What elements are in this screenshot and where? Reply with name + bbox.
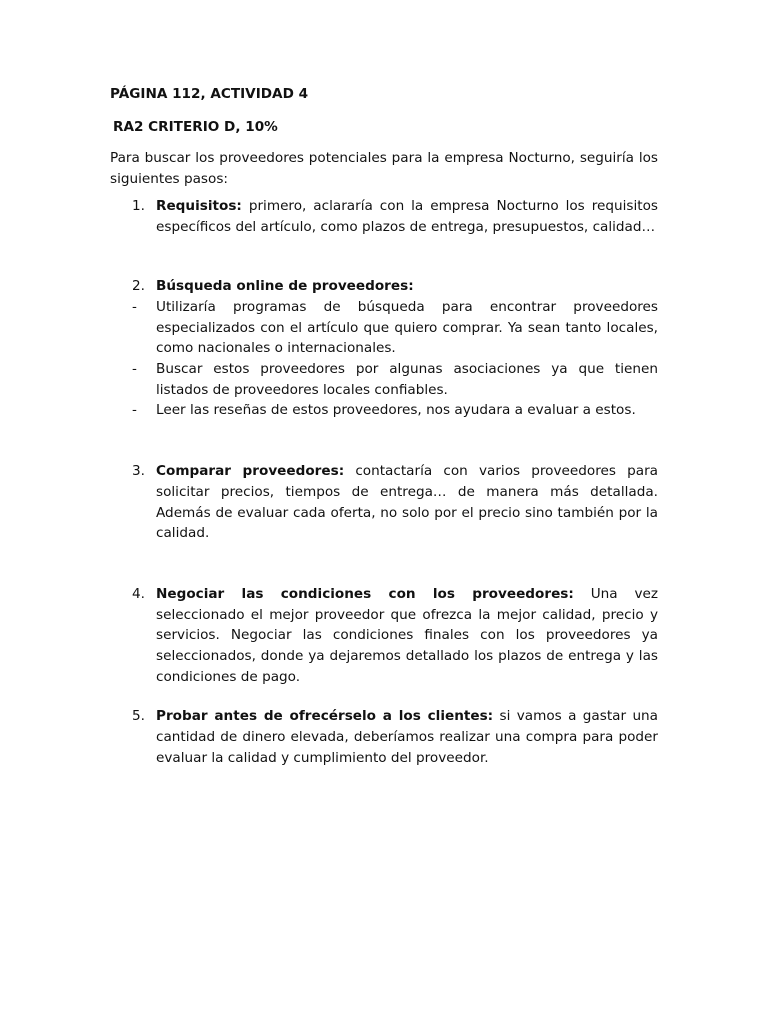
bullet-text: especializados con el artículo que quiero comprar. Ya sean tanto locales, como nacionales o internacionales. <box>156 319 658 357</box>
step-heading: Negociar las condiciones con los proveedores: <box>156 585 574 602</box>
document-title: PÁGINA 112, ACTIVIDAD 4 <box>110 86 309 102</box>
step-heading: Probar antes de ofrecérselo a los clientes: <box>156 708 494 725</box>
bullet-text-line: Utilizaría programas de búsqueda para encontrar proveedores <box>156 298 658 315</box>
list-number: 1. <box>132 197 145 214</box>
bullet-item <box>110 297 658 359</box>
list-item-probar <box>110 706 658 768</box>
bullet-marker: - <box>132 361 137 378</box>
bullet-marker: - <box>132 298 137 315</box>
document-page <box>110 84 658 769</box>
step-heading: Comparar proveedores: <box>156 463 345 480</box>
step-text: contactaría con varios proveedores para solicitar precios, tiempos de entrega… de manera más detallada. Además de evaluar cada oferta, no solo por el precio sino también por la calidad. <box>156 463 658 542</box>
intro-paragraph: Para buscar los proveedores potenciales para la empresa Nocturno, seguiría los siguientes pasos: <box>110 150 658 188</box>
list-item-negociar <box>110 584 658 688</box>
list-item-comparar <box>110 461 658 544</box>
document-subtitle: RA2 CRITERIO D, 10% <box>113 118 278 135</box>
step-text: Una vez seleccionado el mejor proveedor que ofrezca la mejor calidad, precio y servicios. Negociar las condiciones finales con los proveedores ya seleccionados, donde ya dejaremos detallado los plazos de entrega y las condiciones de pago. <box>156 585 659 685</box>
step-heading: Búsqueda online de proveedores: <box>156 278 414 295</box>
bullet-marker: - <box>132 402 137 419</box>
step-heading: Requisitos: <box>156 197 242 214</box>
list-item-busqueda <box>110 276 658 297</box>
bullet-item <box>110 359 658 400</box>
list-number: 2. <box>132 278 145 295</box>
bullet-text: Leer las reseñas de estos proveedores, nos ayudara a evaluar a estos. <box>156 402 636 419</box>
step-text: primero, aclararía con la empresa Nocturno los requisitos específicos del artículo, como plazos de entrega, presupuestos, calidad… <box>156 197 658 235</box>
step-text: si vamos a gastar una cantidad de dinero elevada, deberíamos realizar una compra para poder evaluar la calidad y cumplimiento del proveedor. <box>156 708 659 766</box>
list-number: 3. <box>132 463 145 480</box>
bullet-text: Buscar estos proveedores por algunas asociaciones ya que tienen listados de proveedores locales confiables. <box>156 361 658 398</box>
bullet-item <box>110 400 658 421</box>
list-number: 4. <box>132 585 145 602</box>
list-item-requisitos <box>110 196 658 237</box>
list-number: 5. <box>132 708 145 725</box>
